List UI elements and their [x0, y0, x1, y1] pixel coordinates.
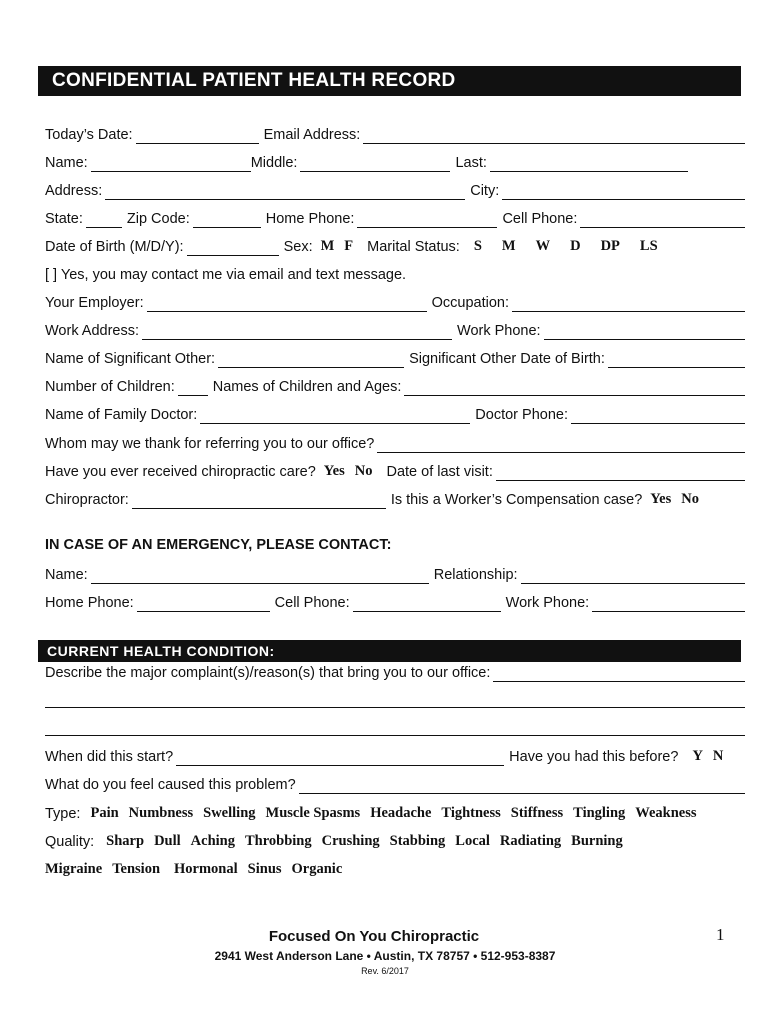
type-option[interactable]: Pain — [90, 805, 119, 821]
work-address-label: Work Address: — [45, 323, 140, 339]
dob-label: Date of Birth (M/D/Y): — [45, 239, 184, 255]
health-condition-heading: CURRENT HEALTH CONDITION: — [38, 640, 741, 662]
quality-label: Quality: — [45, 834, 95, 850]
row-significant-other — [45, 346, 745, 368]
cause-label: What do you feel caused this problem? — [45, 777, 296, 793]
quality-option[interactable]: Dull — [154, 833, 181, 849]
home-phone-label: Home Phone: — [265, 211, 355, 227]
cell-phone-label: Cell Phone: — [502, 211, 578, 227]
last-name-field[interactable] — [490, 154, 688, 172]
emergency-work-phone-field[interactable] — [592, 594, 745, 612]
cell-phone-field[interactable] — [580, 210, 745, 228]
marital-status-label: Marital Status: — [367, 239, 460, 255]
work-phone-field[interactable] — [544, 322, 745, 340]
todays-date-label: Today’s Date: — [45, 127, 133, 143]
row-chiropractor — [45, 487, 745, 509]
row-complaint — [45, 660, 745, 682]
practice-name: Focused On You Chiropractic — [268, 928, 480, 945]
work-address-field[interactable] — [142, 322, 452, 340]
children-names-field[interactable] — [404, 378, 745, 396]
marital-option-dp[interactable]: DP — [600, 238, 620, 254]
workers-comp-label: Is this a Worker’s Compensation case? — [390, 492, 643, 508]
form-title: CONFIDENTIAL PATIENT HEALTH RECORD — [38, 66, 741, 96]
row-state-phones — [45, 206, 745, 228]
workers-comp-no[interactable]: No — [681, 491, 699, 507]
quality-option[interactable]: Aching — [190, 833, 235, 849]
first-name-label: Name: — [45, 155, 88, 171]
quality-option[interactable]: Sharp — [106, 833, 145, 849]
row-date-email — [45, 122, 745, 144]
complaint-line-3[interactable] — [45, 735, 745, 736]
type-option[interactable]: Tingling — [573, 805, 626, 821]
page-number: 1 — [716, 925, 725, 944]
quality-option[interactable]: Tension — [112, 861, 161, 877]
row-children — [45, 374, 745, 396]
occupation-field[interactable] — [512, 294, 745, 312]
family-doctor-label: Name of Family Doctor: — [45, 407, 198, 423]
todays-date-field[interactable] — [136, 126, 259, 144]
complaint-field[interactable] — [493, 664, 745, 682]
sex-label: Sex: — [283, 239, 313, 255]
zip-label: Zip Code: — [126, 211, 190, 227]
emergency-relationship-field[interactable] — [521, 566, 745, 584]
row-consent — [45, 262, 745, 284]
sex-option-m[interactable]: M — [320, 238, 335, 254]
type-option[interactable]: Weakness — [635, 805, 697, 821]
when-start-field[interactable] — [176, 748, 504, 766]
chiro-care-label: Have you ever received chiropractic care? — [45, 464, 316, 480]
doctor-phone-field[interactable] — [571, 406, 745, 424]
quality-option[interactable]: Sinus — [247, 861, 282, 877]
row-referral — [45, 431, 745, 453]
when-start-label: When did this start? — [45, 749, 174, 765]
type-option[interactable]: Swelling — [203, 805, 256, 821]
employer-label: Your Employer: — [45, 295, 144, 311]
employer-field[interactable] — [147, 294, 427, 312]
city-label: City: — [470, 183, 500, 199]
row-when-start — [45, 744, 745, 766]
type-option[interactable]: Muscle Spasms — [265, 805, 361, 821]
last-name-label: Last: — [455, 155, 487, 171]
quality-option[interactable]: Stabbing — [389, 833, 446, 849]
type-option[interactable]: Tightness — [441, 805, 501, 821]
emergency-work-phone-label: Work Phone: — [505, 595, 590, 611]
row-quality — [45, 829, 745, 851]
marital-option-s[interactable]: S — [473, 238, 482, 254]
row-name — [45, 150, 745, 172]
emergency-cell-phone-field[interactable] — [353, 594, 501, 612]
city-field[interactable] — [502, 182, 745, 200]
family-doctor-field[interactable] — [200, 406, 470, 424]
sex-option-f[interactable]: F — [344, 238, 354, 254]
emergency-name-field[interactable] — [91, 566, 429, 584]
emergency-heading: IN CASE OF AN EMERGENCY, PLEASE CONTACT: — [45, 537, 392, 553]
doctor-phone-label: Doctor Phone: — [475, 407, 568, 423]
marital-option-d[interactable]: D — [570, 238, 581, 254]
chiropractor-label: Chiropractor: — [45, 492, 129, 508]
emergency-home-phone-label: Home Phone: — [45, 595, 134, 611]
last-visit-label: Date of last visit: — [386, 464, 493, 480]
row-emergency-name — [45, 562, 745, 584]
cause-field[interactable] — [299, 776, 745, 794]
quality-option[interactable]: Crushing — [321, 833, 380, 849]
referral-field[interactable] — [377, 435, 745, 453]
state-label: State: — [45, 211, 83, 227]
practice-address: 2941 West Anderson Lane • Austin, TX 78757 • 512-953-8387 — [214, 949, 556, 963]
chiro-care-no[interactable]: No — [354, 463, 373, 479]
row-work-address — [45, 318, 745, 340]
quality-option[interactable]: Organic — [291, 861, 343, 877]
type-option[interactable]: Headache — [370, 805, 432, 821]
email-field[interactable] — [363, 126, 745, 144]
chiropractor-field[interactable] — [132, 491, 386, 509]
workers-comp-yes[interactable]: Yes — [650, 491, 672, 507]
quality-option[interactable]: Hormonal — [174, 861, 238, 877]
num-children-label: Number of Children: — [45, 379, 175, 395]
type-option[interactable]: Stiffness — [510, 805, 564, 821]
row-address — [45, 178, 745, 200]
address-field[interactable] — [105, 182, 465, 200]
emergency-relationship-label: Relationship: — [433, 567, 518, 583]
work-phone-label: Work Phone: — [457, 323, 541, 339]
row-type — [45, 801, 745, 823]
last-visit-field[interactable] — [496, 463, 745, 481]
dob-field[interactable] — [187, 238, 279, 256]
row-emergency-phones — [45, 590, 745, 612]
revision-note: Rev. 6/2017 — [361, 966, 409, 976]
email-label: Email Address: — [263, 127, 361, 143]
significant-other-dob-label: Significant Other Date of Birth: — [409, 351, 605, 367]
num-children-field[interactable] — [178, 378, 208, 396]
type-option[interactable]: Numbness — [128, 805, 194, 821]
type-label: Type: — [45, 806, 81, 822]
marital-option-m[interactable]: M — [501, 238, 516, 254]
first-name-field[interactable] — [91, 154, 251, 172]
referral-label: Whom may we thank for referring you to our office? — [45, 436, 375, 452]
row-quality-more — [45, 857, 745, 879]
row-family-doctor — [45, 402, 745, 424]
marital-option-ls[interactable]: LS — [639, 238, 658, 254]
quality-option[interactable]: Throbbing — [244, 833, 312, 849]
zip-field[interactable] — [193, 210, 261, 228]
marital-option-w[interactable]: W — [535, 238, 551, 254]
had-before-yes[interactable]: Y — [692, 748, 703, 764]
occupation-label: Occupation: — [431, 295, 509, 311]
middle-name-field[interactable] — [300, 154, 450, 172]
had-before-no[interactable]: N — [712, 748, 724, 764]
row-dob-sex-marital — [45, 234, 745, 256]
home-phone-field[interactable] — [357, 210, 497, 228]
complaint-label: Describe the major complaint(s)/reason(s) that bring you to our office: — [45, 665, 491, 681]
emergency-cell-phone-label: Cell Phone: — [274, 595, 350, 611]
significant-other-dob-field[interactable] — [608, 350, 745, 368]
contact-consent-checkbox[interactable]: [ ] Yes, you may contact me via email and text message. — [45, 267, 407, 283]
quality-option[interactable]: Migraine — [45, 861, 103, 877]
quality-option[interactable]: Burning — [571, 833, 623, 849]
chiro-care-yes[interactable]: Yes — [323, 463, 345, 479]
state-field[interactable] — [86, 210, 122, 228]
children-names-label: Names of Children and Ages: — [212, 379, 402, 395]
quality-option[interactable]: Radiating — [499, 833, 562, 849]
significant-other-label: Name of Significant Other: — [45, 351, 216, 367]
had-before-label: Have you had this before? — [509, 749, 679, 765]
row-cause — [45, 772, 745, 794]
row-employer — [45, 290, 745, 312]
quality-option[interactable]: Local — [455, 833, 490, 849]
emergency-name-label: Name: — [45, 567, 88, 583]
complaint-line-2[interactable] — [45, 707, 745, 708]
middle-name-label: Middle: — [250, 155, 298, 171]
address-label: Address: — [45, 183, 103, 199]
row-chiro-care — [45, 459, 745, 481]
significant-other-field[interactable] — [218, 350, 404, 368]
emergency-home-phone-field[interactable] — [137, 594, 270, 612]
